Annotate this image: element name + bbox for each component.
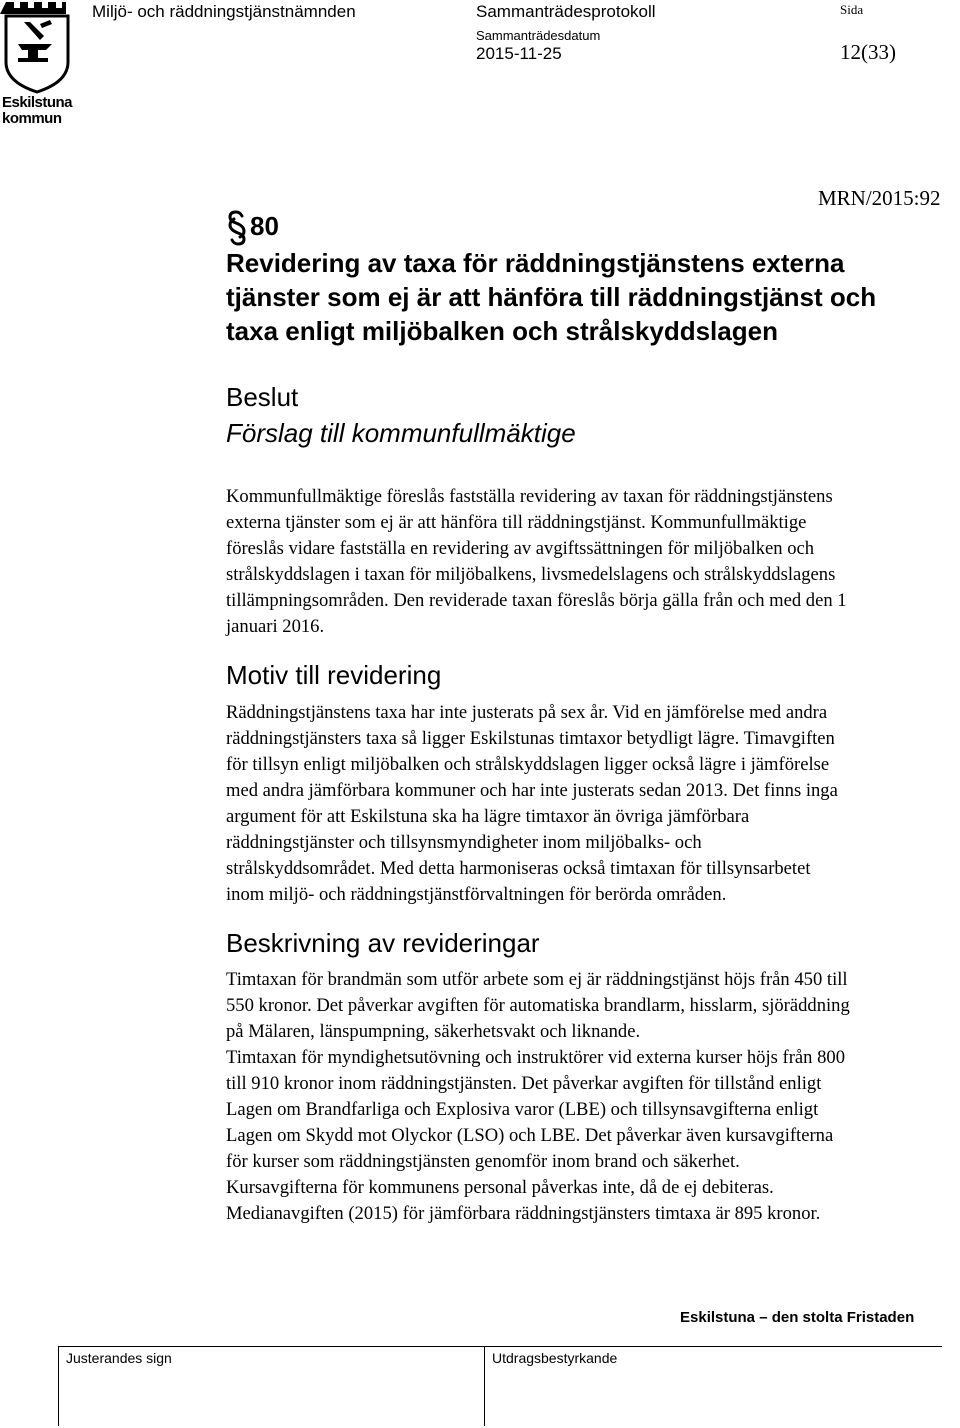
item-title-line: tjänster som ej är att hänföra till räddningstjänst och bbox=[226, 282, 877, 312]
text-line: Lagen om Skydd mot Olyckor (LSO) och LBE. Det påverkar även kursavgifterna bbox=[226, 1125, 834, 1146]
text-line: till 910 kronor inom räddningstjänsten. Det påverkar avgiften för tillstånd enligt bbox=[226, 1073, 822, 1094]
text-line: Medianavgiften (2015) för jämförbara räddningstjänsters timtaxa är 895 kronor. bbox=[226, 1203, 821, 1224]
text-line: inom miljö- och räddningstjänstförvaltningen för berörda områden. bbox=[226, 884, 727, 905]
item-title bbox=[226, 246, 946, 348]
text-line: med andra jämförbara kommuner och har inte justerats sedan 2013. Det finns inga bbox=[226, 780, 838, 801]
text-line: Timtaxan för brandmän som utför arbete som ej är räddningstjänst höjs från 450 till bbox=[226, 969, 848, 990]
text-line: tillämpningsområden. Den reviderade taxan föreslås börja gälla från och med den 1 bbox=[226, 590, 847, 611]
text-line: januari 2016. bbox=[226, 616, 325, 637]
text-line: räddningstjänster och tillsynsmyndigheter inom miljöbalks- och bbox=[226, 832, 702, 853]
signature-label-utdrag: Utdragsbestyrkande bbox=[492, 1350, 618, 1366]
beslut-heading: Beslut bbox=[226, 382, 299, 412]
text-line: räddningstjänsters taxa så ligger Eskilstunas timtaxor betydligt lägre. Timavgiften bbox=[226, 728, 835, 749]
text-line: för tillsyn enligt miljöbalken och strålskyddslagen ligger också lägre i jämförelse bbox=[226, 754, 830, 775]
text-line: för kurser som räddningstjänsten genomför inom brand och säkerhet. bbox=[226, 1151, 740, 1172]
item-title-line: taxa enligt miljöbalken och strålskyddslagen bbox=[226, 316, 778, 346]
text-line: argument för att Eskilstuna ska ha lägre timtaxor än övriga jämförbara bbox=[226, 806, 750, 827]
text-line: Räddningstjänstens taxa har inte justerats på sex år. Vid en jämförelse med andra bbox=[226, 702, 828, 723]
footer-slogan: Eskilstuna – den stolta Fristaden bbox=[680, 1309, 915, 1326]
header-date: 2015-11-25 bbox=[476, 44, 562, 63]
text-line: Kommunfullmäktige föreslås fastställa revidering av taxan för räddningstjänstens bbox=[226, 486, 833, 507]
forslag-subheading: Förslag till kommunfullmäktige bbox=[226, 418, 576, 448]
text-line: Kursavgifterna för kommunens personal påverkas inte, då de ej debiteras. bbox=[226, 1177, 774, 1198]
logo-text-line2: kommun bbox=[2, 110, 62, 127]
text-line: Timtaxan för myndighetsutövning och instruktörer vid externa kurser höjs från 800 bbox=[226, 1047, 845, 1068]
case-number: MRN/2015:92 bbox=[818, 186, 941, 210]
logo-text-line1: Eskilstuna bbox=[2, 94, 73, 111]
header-organization: Miljö- och räddningstjänstnämnden bbox=[92, 2, 356, 21]
beskrivning-paragraph bbox=[226, 967, 960, 1227]
motiv-heading: Motiv till revidering bbox=[226, 660, 442, 690]
text-line: på Mälaren, länspumpning, säkerhetsvakt och liknande. bbox=[226, 1021, 641, 1042]
header-page-label: Sida bbox=[840, 2, 864, 17]
text-line: föreslås vidare fastställa en revidering av avgiftssättningen för miljöbalken och bbox=[226, 538, 815, 559]
signature-label-justerandes: Justerandes sign bbox=[66, 1350, 172, 1366]
text-line: externa tjänster som ej är att hänföra till räddningstjänst. Kommunfullmäktige bbox=[226, 512, 807, 533]
beskrivning-heading: Beskrivning av revideringar bbox=[226, 928, 540, 958]
item-title-line: Revidering av taxa för räddningstjänstens externa bbox=[226, 248, 845, 278]
header-date-label: Sammanträdesdatum bbox=[476, 28, 601, 43]
header-document-type: Sammanträdesprotokoll bbox=[476, 2, 656, 21]
item-number: 80 bbox=[250, 211, 279, 241]
text-line: strålskyddslagen i taxan för miljöbalkens, livsmedelslagens och strålskyddslagens bbox=[226, 564, 836, 585]
section-sign-icon bbox=[226, 210, 248, 246]
beslut-paragraph bbox=[226, 484, 960, 640]
text-line: 550 kronor. Det påverkar avgiften för automatiska brandlarm, hisslarm, sjöräddning bbox=[226, 995, 850, 1016]
municipality-logo bbox=[0, 0, 72, 128]
text-line: Lagen om Brandfarliga och Explosiva varor (LBE) och tillsynsavgifterna enligt bbox=[226, 1099, 819, 1120]
motiv-paragraph bbox=[226, 700, 960, 908]
header-page-number: 12(33) bbox=[840, 40, 896, 64]
text-line: strålskyddsområdet. Med detta harmoniseras också timtaxan för tillsynsarbetet bbox=[226, 858, 811, 879]
